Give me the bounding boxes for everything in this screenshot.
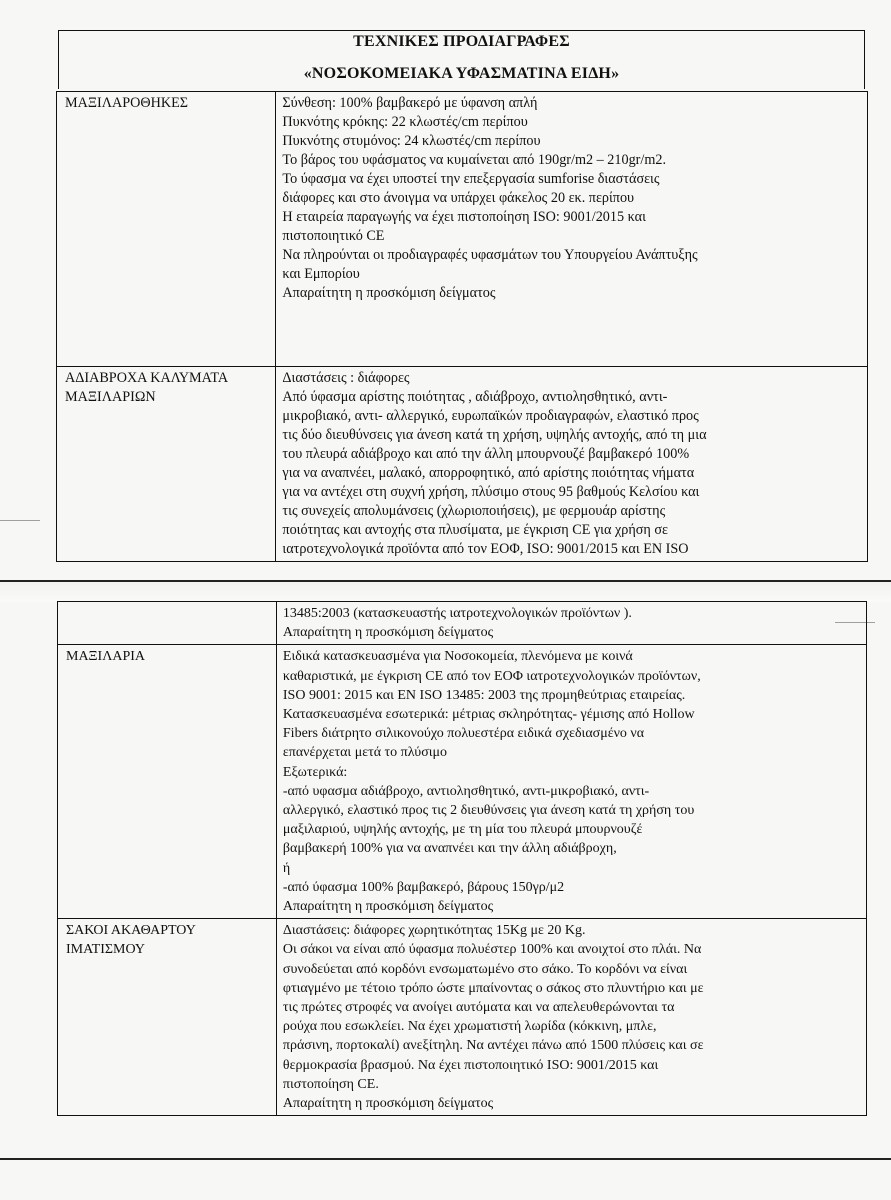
item-name-cell [58,645,277,919]
spec-line: τις δύο διευθύνσεις για άνεση κατά τη χρήση, υψηλής αντοχής, από τη μια [282,427,707,443]
spec-line: πιστοποίηση CE. [282,1076,379,1092]
item-name: ΣΑΚΟΙ ΑΚΑΘΑΡΤΟΥ ΙΜΑΤΙΣΜΟΥ [66,923,196,958]
spec-line: ISO 9001: 2015 και EN ISO 13485: 2003 της προμηθεύτριας εταιρείας. [282,687,686,703]
spec-line: 13485:2003 (κατασκευαστής ιατροτεχνολογικών προϊόντων ). [282,606,632,621]
spec-line: ποιότητας και αντοχής στα πλυσίματα, με έγκριση CE για χρήση σε [282,522,668,538]
spec-line: αλλεργικό, ελαστικό προς τις 2 διευθύνσεις για άνεση κατά τη χρήση του [282,803,695,819]
spec-line: Σύνθεση: 100% βαμβακερό με ύφανση απλή [282,95,538,111]
spec-line: Από ύφασμα αρίστης ποιότητας , αδιάβροχο, αντιολησθητικό, αντι- [282,389,668,405]
spec-line: του πλευρά αδιάβροχο και από την άλλη μπουρνουζέ βαμβακερό 100% [282,446,690,462]
spec-line: Οι σάκοι να είναι από ύφασμα πολυέστερ 100% και ανοιχτοί στο πλάι. Να [282,942,702,958]
spec-line: τις συνεχείς απολυμάνσεις (χλωριοποιήσεις), με φερμουάρ αρίστης [282,503,666,519]
document-title: ΤΕΧΝΙΚΕΣ ΠΡΟΔΙΑΓΡΑΦΕΣ [353,33,570,50]
spec-line: -από υφασμα αδιάβροχο, αντιολησθητικό, αντι-μικροβιακό, αντι- [282,783,650,799]
spec-line: Απαραίτητη η προσκόμιση δείγματος [282,625,494,641]
spec-line: Η εταιρεία παραγωγής να έχει πιστοποίηση ISO: 9001/2015 και [282,209,646,225]
spec-line: θερμοκρασία βρασμού. Να έχει πιστοποιητικό ISO: 9001/2015 και [282,1057,659,1073]
spec-line: καθαριστικά, με έγκριση CE από τον ΕΟΦ ιατροτεχνολογικών προϊόντων, [282,668,701,684]
spec-row [58,919,867,1116]
spec-description-cell [276,92,868,367]
spec-line: για να αντέχει στη συχνή χρήση, πλύσιμο στους 95 βαθμούς Κελσίου και [282,484,700,500]
spec-line: Απαραίτητη η προσκόμιση δείγματος [282,285,496,301]
item-name: ΜΑΞΙΛΑΡΙΑ [66,649,146,665]
spec-line: βαμβακερή 100% για να αναπνέει και την άλλη αδιάβροχη, [282,841,617,857]
spec-description-cell [276,645,866,919]
item-name: ΑΔΙΑΒΡΟΧΑ ΚΑΛΥΜΑΤΑ ΜΑΞΙΛΑΡΙΩΝ [65,370,228,405]
title-box [58,30,865,89]
document-subtitle: «ΝΟΣΟΚΟΜΕΙΑΚΑ ΥΦΑΣΜΑΤΙΝΑ ΕΙΔΗ» [303,65,620,82]
spec-row [58,602,867,645]
spec-line: ιατροτεχνολογικά προϊόντα από τον ΕΟΦ, ISO: 9001/2015 και EN ISO [282,541,689,557]
spec-line: και Εμπορίου [282,266,360,282]
spec-description-cell [276,602,866,645]
spec-row [58,645,867,919]
spec-line: Fibers διάτρητο σιλικονούχο πολυεστέρα ειδικά σχεδιασμένο να [282,726,645,742]
item-name-cell [58,602,277,645]
spec-table-part2 [57,601,867,1116]
spec-description-cell [276,367,868,562]
spec-line: Απαραίτητη η προσκόμιση δείγματος [282,1096,494,1112]
spec-line: -από ύφασμα 100% βαμβακερό, βάρους 150γρ/μ2 [282,879,565,895]
spec-line: Απαραίτητη η προσκόμιση δείγματος [282,899,494,915]
spec-line: Να πληρούνται οι προδιαγραφές υφασμάτων του Υπουργείου Ανάπτυξης [282,247,698,263]
item-name-cell [57,367,276,562]
spec-line: πράσινη, πορτοκαλί) ανεξίτηλη. Να αντέχει πάνω από 1500 πλύσεις και σε [282,1038,704,1054]
item-name-cell [58,919,277,1116]
spec-line: Διαστάσεις : διάφορες [282,370,410,386]
item-name-cell [57,92,276,367]
cut-line-top [0,580,891,582]
spec-line: μικροβιακό, αντι- αλλεργικό, ευρωπαϊκών προδιαγραφών, ελαστικό προς [282,408,699,424]
spec-line: μαξιλαριού, υψηλής αντοχής, με τη μία του πλευρά μπουρνουζέ [282,822,643,838]
spec-line: φτιαγμένο με τέτοιο τρόπο ώστε μπαίνοντας ο σάκος στο πλυντήριο και με [282,980,704,996]
scan-mark [0,520,40,521]
spec-line: τις πρώτες στροφές να ανοίγει αυτόματα και να απελευθερώνονται τα [282,1000,675,1016]
spec-line: Κατασκευασμένα εσωτερικά: μέτριας σκληρότητας- γέμισης από Hollow [282,707,695,723]
spec-line: Διαστάσεις: διάφορες χωρητικότητας 15Kg με 20 Kg. [282,923,586,939]
spec-line: επανέρχεται μετά το πλύσιμο [282,745,448,761]
spec-row [57,92,868,367]
spec-line: συνοδεύεται από κορδόνι ενσωματωμένο στο σάκο. Το κορδόνι να είναι [282,961,688,977]
spec-line: Πυκνότης κρόκης: 22 κλωστές/cm περίπου [282,114,528,130]
spec-line: ή [282,860,291,876]
spec-line: Ειδικά κατασκευασμένα για Νοσοκομεία, πλενόμενα με κοινά [282,649,633,665]
spec-line: Το βάρος του υφάσματος να κυμαίνεται από 190gr/m2 – 210gr/m2. [282,152,667,168]
spec-line: ρούχα που εσωκλείει. Να έχει χρωματιστή λωρίδα (κόκκινη, μπλε, [282,1019,657,1035]
spec-table-part1 [56,91,868,562]
spec-row [57,367,868,562]
spec-line: Πυκνότης στυμόνος: 24 κλωστές/cm περίπου [282,133,541,149]
cut-line-bottom [0,1158,891,1160]
spec-line: για να αναπνέει, μαλακό, απορροφητικό, από αρίστης ποιότητας νήματα [282,465,695,481]
item-name: ΜΑΞΙΛΑΡΟΘΗΚΕΣ [65,95,189,111]
spec-line: Εξωτερικά: [282,764,348,780]
spec-description-cell [276,919,866,1116]
spec-line: πιστοποιητικό CE [282,228,385,244]
page-break-gap [0,582,891,602]
spec-line: Το ύφασμα να έχει υποστεί την επεξεργασία sumforise διαστάσεις [282,171,660,187]
spec-line: διάφορες και στο άνοιγμα να υπάρχει φάκελος 20 εκ. περίπου [282,190,635,206]
